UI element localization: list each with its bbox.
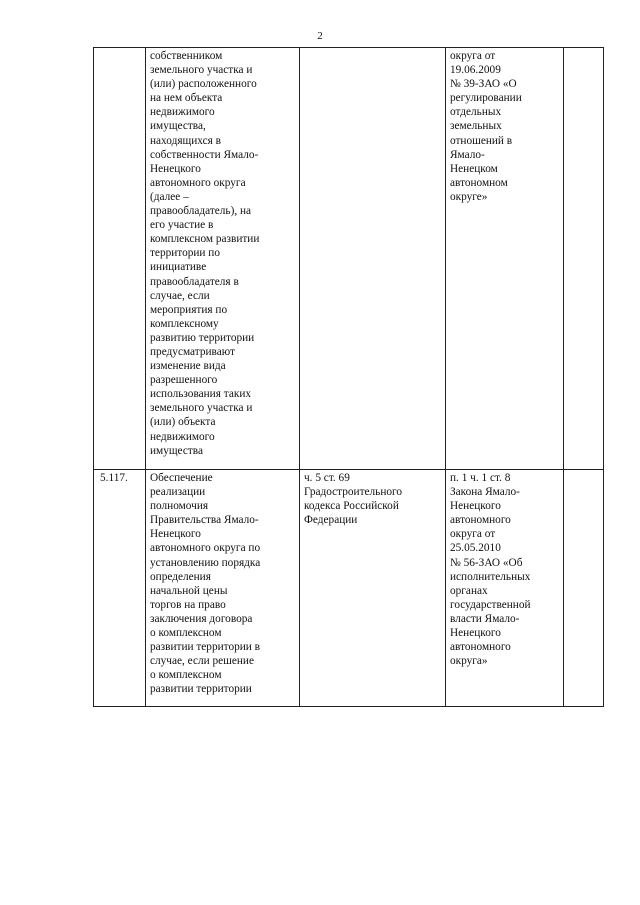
description-cell bbox=[146, 470, 300, 707]
row-number: 5.117. bbox=[100, 472, 128, 484]
extra-cell bbox=[564, 470, 604, 707]
row-description: Обеспечение реализации полномочия Правительства Ямало- Ненецкого автономного округа по установлению порядка определения начальной цены торгов на право заключения договора о комплексном развитии территории в случае, если решение о комплексном развитии территории bbox=[150, 472, 261, 696]
regional-basis-cell bbox=[446, 48, 564, 470]
table-row bbox=[94, 48, 604, 470]
extra-cell bbox=[564, 48, 604, 470]
row-number-cell bbox=[94, 48, 146, 470]
row-regional-basis: п. 1 ч. 1 ст. 8 Закона Ямало- Ненецкого автономного округа от 25.05.2010 № 56-ЗАО «Об исполнительных органах государственной власти Ямало- Ненецкого автономного округа» bbox=[450, 472, 531, 668]
description-cell bbox=[146, 48, 300, 470]
federal-basis-cell bbox=[300, 48, 446, 470]
page-number: 2 bbox=[317, 30, 323, 42]
row-federal-basis: ч. 5 ст. 69 Градостроительного кодекса Российской Федерации bbox=[304, 472, 403, 527]
document-table bbox=[93, 47, 604, 707]
row-regional-basis: округа от 19.06.2009 № 39-ЗАО «О регулировании отдельных земельных отношений в Ямало- Ненецком автономном округе» bbox=[450, 50, 522, 203]
row-description: собственником земельного участка и (или) расположенного на нем объекта недвижимого имущества, находящихся в собственности Ямало- Ненецкого автономного округа (далее – правообладатель), на его участие в комплексном развитии территории по инициативе правообладателя в случае, если мероприятия по комплексному развитию территории предусматривают изменение вида разрешенного использования таких земельного участка и (или) объекта недвижимого имущества bbox=[150, 50, 260, 457]
regional-basis-cell bbox=[446, 470, 564, 707]
row-number-cell bbox=[94, 470, 146, 707]
federal-basis-cell bbox=[300, 470, 446, 707]
table-row bbox=[94, 470, 604, 707]
